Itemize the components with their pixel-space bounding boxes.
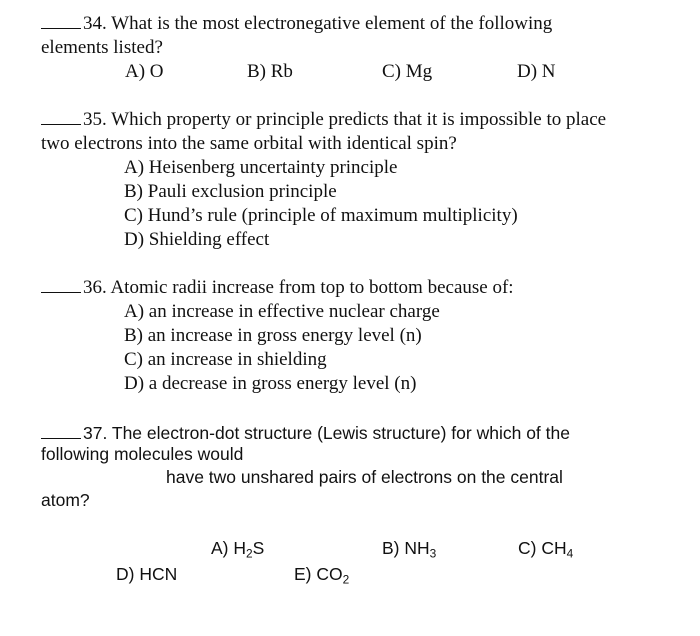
q37-option-a: A) $H_2S$ bbox=[211, 538, 265, 561]
q35-option-a: A) Heisenberg uncertainty principle bbox=[124, 157, 398, 178]
q37-text-1: The electron-dot structure (Lewis structure) for which of the bbox=[111, 423, 570, 443]
q37-stem-line2: following molecules would bbox=[41, 444, 244, 464]
q35-number: 35. bbox=[83, 109, 107, 130]
q37-option-e: E) $CO_2$ bbox=[294, 564, 350, 587]
q34-stem-line2: elements listed? bbox=[41, 37, 163, 58]
q34-option-c: C) Mg bbox=[382, 61, 433, 82]
q37-number: 37. bbox=[83, 423, 108, 443]
q37-stem-line4: atom? bbox=[41, 490, 90, 510]
q36-option-d: D) a decrease in gross energy level (n) bbox=[124, 373, 417, 394]
q34-number: 34. bbox=[83, 13, 107, 34]
q37-option-d: D) HCN bbox=[116, 564, 178, 584]
q34-answer-blank[interactable] bbox=[41, 14, 81, 29]
q36-stem-line1 bbox=[41, 278, 514, 297]
q35-stem-line2: two electrons into the same orbital with identical spin? bbox=[41, 133, 457, 154]
q36-answer-blank[interactable] bbox=[41, 278, 81, 293]
q35-answer-blank[interactable] bbox=[41, 110, 81, 125]
q37-stem-line3: have two unshared pairs of electrons on the central bbox=[166, 467, 563, 487]
q34-option-b: B) Rb bbox=[247, 61, 293, 82]
q37-option-b: B) $NH_3$ bbox=[382, 538, 437, 561]
q36-option-c: C) an increase in shielding bbox=[124, 349, 327, 370]
q34-text-1: What is the most electronegative element of the following bbox=[111, 13, 553, 34]
q36-option-a: A) an increase in effective nuclear charge bbox=[124, 301, 440, 322]
q35-option-d: D) Shielding effect bbox=[124, 229, 270, 250]
q34-option-d: D) N bbox=[517, 61, 556, 82]
q37-stem-line1 bbox=[41, 424, 570, 443]
q35-stem-line1 bbox=[41, 110, 606, 129]
q37-answer-blank[interactable] bbox=[41, 424, 81, 439]
q35-option-c: C) Hund’s rule (principle of maximum multiplicity) bbox=[124, 205, 518, 226]
q34-stem-line1 bbox=[41, 14, 552, 33]
q35-option-b: B) Pauli exclusion principle bbox=[124, 181, 337, 202]
q37-option-c: C) $CH_4$ bbox=[518, 538, 574, 561]
q36-option-b: B) an increase in gross energy level (n) bbox=[124, 325, 422, 346]
q35-text-1: Which property or principle predicts that it is impossible to place bbox=[111, 109, 607, 130]
q34-option-a: A) O bbox=[125, 61, 164, 82]
q36-number: 36. bbox=[83, 277, 107, 298]
q36-text-1: Atomic radii increase from top to bottom because of: bbox=[110, 277, 514, 298]
